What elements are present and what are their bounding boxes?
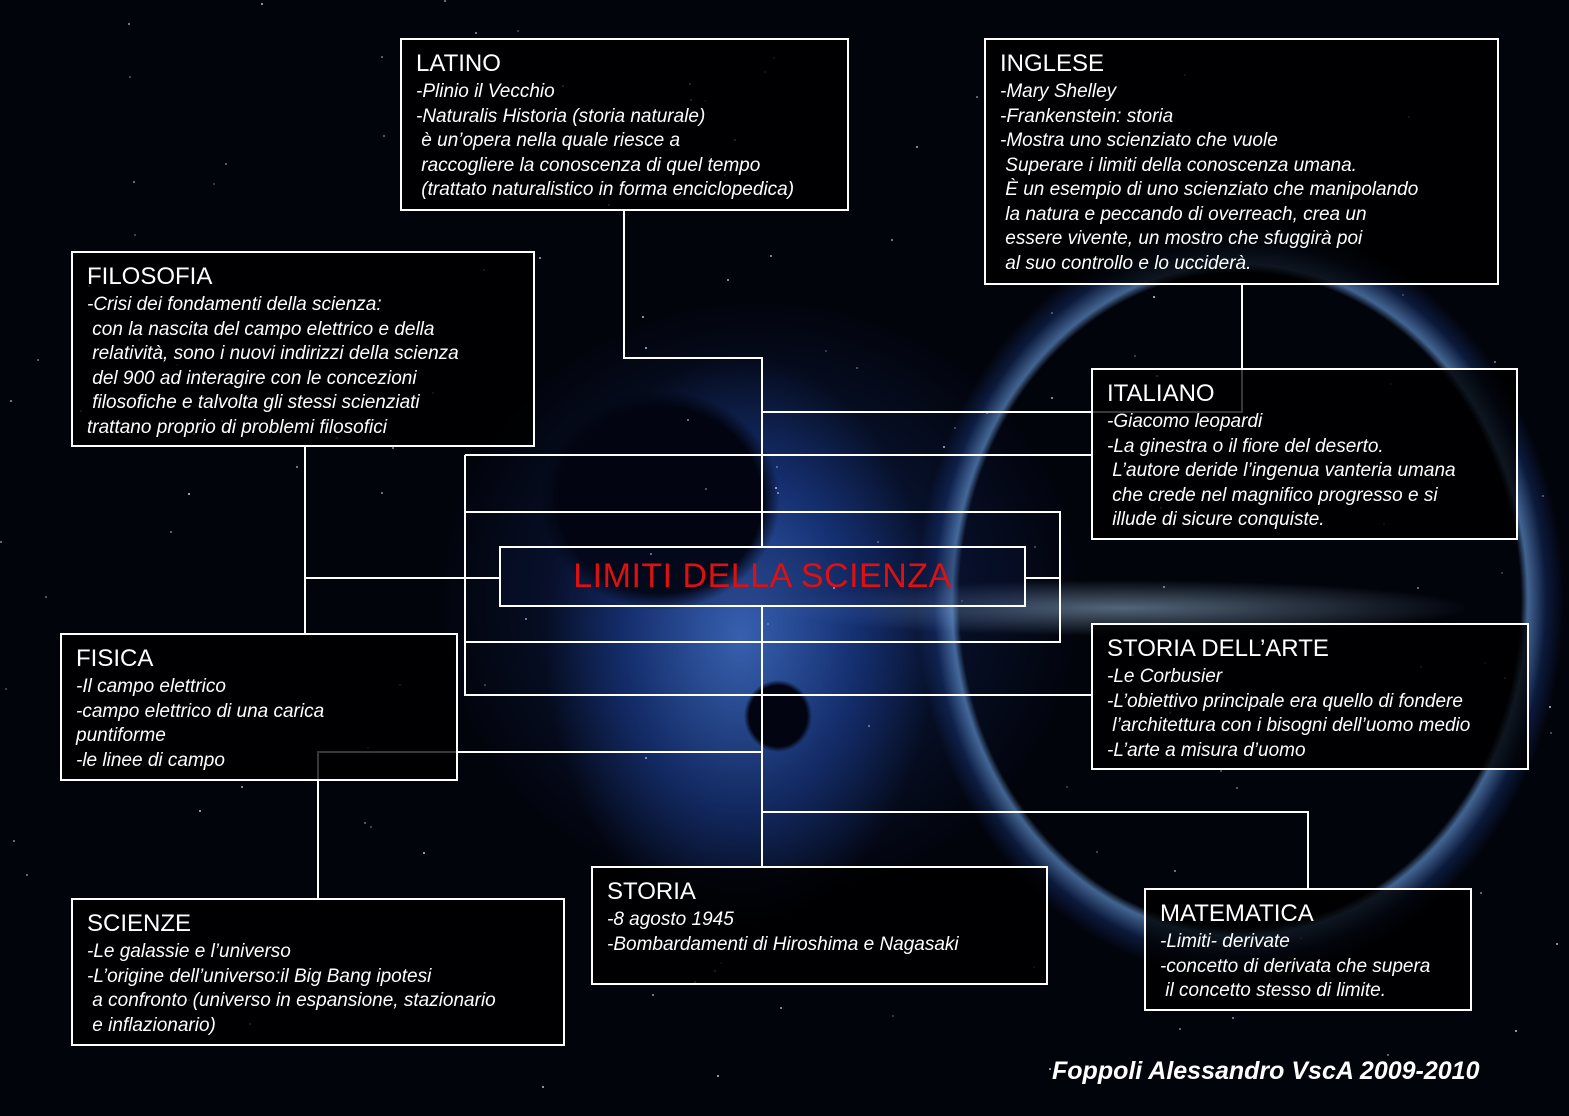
box-text-line: illude di sicure conquiste.: [1107, 509, 1325, 530]
box-matematica-lines: [1160, 930, 1456, 1004]
box-text-line: -Mostra uno scienziato che vuole: [1000, 130, 1278, 151]
box-text-line: al suo controllo e lo ucciderà.: [1000, 252, 1252, 274]
box-text-line: -le linee di campo: [76, 749, 225, 771]
box-matematica: [1144, 888, 1472, 1011]
box-text-line: -Limiti- derivate: [1160, 931, 1290, 952]
box-scienze: [71, 898, 565, 1046]
box-text-line: -L’obiettivo principale era quello di fondere: [1107, 690, 1463, 712]
box-fisica-title: FISICA: [76, 645, 154, 672]
box-text-line: (trattato naturalistico in forma enciclopedica): [416, 179, 795, 200]
box-text-line: -Crisi dei fondamenti della scienza:: [87, 294, 382, 315]
box-text-line: che crede nel magnifico progresso e si: [1107, 484, 1438, 506]
box-inglese: [984, 38, 1499, 285]
box-scienze-lines: [87, 940, 549, 1038]
box-text-line: l’architettura con i bisogni dell’uomo medio: [1107, 715, 1471, 736]
box-text-line: con la nascita del campo elettrico e della: [87, 318, 435, 340]
box-text-line: -L’arte a misura d’uomo: [1107, 739, 1306, 761]
box-latino: [400, 38, 849, 211]
box-fisica: [60, 633, 458, 781]
box-italiano-lines: [1107, 410, 1502, 533]
box-text-line: -Frankenstein: storia: [1000, 105, 1174, 127]
box-text-line: a confronto (universo in espansione, stazionario: [87, 990, 496, 1011]
box-storia-arte-title: STORIA DELL’ARTE: [1107, 635, 1329, 662]
box-text-line: raccogliere la conoscenza di quel tempo: [416, 154, 761, 176]
box-text-line: la natura e peccando di overreach, crea un: [1000, 203, 1367, 225]
box-text-line: Superare i limiti della conoscenza umana.: [1000, 154, 1357, 176]
box-storia-arte-lines: [1107, 665, 1513, 763]
box-inglese-lines: [1000, 80, 1483, 276]
box-text-line: -8 agosto 1945: [607, 909, 734, 930]
box-storia-lines: [607, 908, 1032, 957]
box-filosofia-title: FILOSOFIA: [87, 263, 213, 290]
box-text-line: -Le galassie e l’universo: [87, 941, 291, 962]
box-text-line: filosofiche e talvolta gli stessi scienziati: [87, 392, 420, 413]
box-storia: [591, 866, 1048, 985]
box-text-line: -concetto di derivata che supera: [1160, 955, 1431, 977]
box-text-line: È un esempio di uno scienziato che manipolando: [1000, 179, 1419, 200]
box-text-line: -Giacomo leopardi: [1107, 411, 1263, 432]
box-italiano: [1091, 368, 1518, 540]
box-italiano-title: ITALIANO: [1107, 380, 1215, 407]
box-filosofia-lines: [87, 293, 519, 440]
box-fisica-lines: [76, 675, 442, 773]
box-text-line: essere vivente, un mostro che sfuggirà poi: [1000, 228, 1363, 249]
box-latino-lines: [416, 80, 833, 203]
box-text-line: -Bombardamenti di Hiroshima e Nagasaki: [607, 933, 959, 955]
box-text-line: -Plinio il Vecchio: [416, 81, 555, 102]
box-text-line: puntiforme: [76, 725, 166, 746]
box-text-line: L’autore deride l’ingenua vanteria umana: [1107, 460, 1456, 481]
box-inglese-title: INGLESE: [1000, 50, 1105, 77]
box-text-line: trattano proprio di problemi filosofici: [87, 416, 387, 438]
box-scienze-title: SCIENZE: [87, 910, 192, 937]
box-text-line: -Naturalis Historia (storia naturale): [416, 105, 706, 127]
box-text-line: -La ginestra o il fiore del deserto.: [1107, 435, 1384, 457]
box-text-line: e inflazionario): [87, 1014, 216, 1036]
box-text-line: -campo elettrico di una carica: [76, 700, 325, 722]
box-matematica-title: MATEMATICA: [1160, 900, 1314, 927]
box-text-line: -Le Corbusier: [1107, 666, 1223, 687]
central-topic-box: [499, 546, 1026, 607]
central-topic-title: LIMITI DELLA SCIENZA: [573, 557, 952, 595]
box-text-line: -Il campo elettrico: [76, 676, 226, 697]
box-text-line: è un’opera nella quale riesce a: [416, 130, 681, 151]
box-text-line: del 900 ad interagire con le concezioni: [87, 367, 417, 389]
box-storia-title: STORIA: [607, 878, 696, 905]
author-credit: Foppoli Alessandro VscA 2009-2010: [1052, 1057, 1480, 1085]
box-text-line: -L’origine dell’universo:il Big Bang ipotesi: [87, 965, 432, 987]
box-text-line: il concetto stesso di limite.: [1160, 980, 1386, 1001]
box-filosofia: [71, 251, 535, 447]
box-text-line: -Mary Shelley: [1000, 81, 1117, 102]
box-text-line: relatività, sono i nuovi indirizzi della scienza: [87, 343, 459, 364]
box-storia-arte: [1091, 623, 1529, 770]
box-latino-title: LATINO: [416, 50, 501, 77]
